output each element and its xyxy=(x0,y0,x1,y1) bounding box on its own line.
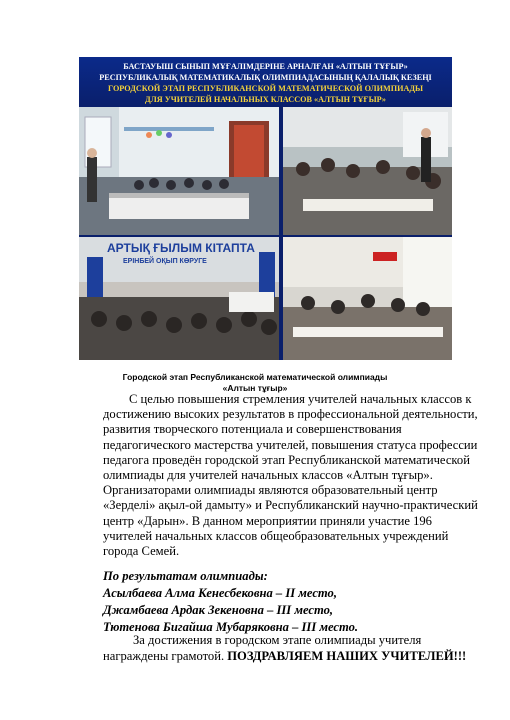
photo-classroom-front xyxy=(79,107,279,235)
results-heading: По результатам олимпиады: xyxy=(103,569,268,583)
banner-line-2: РЕСПУБЛИКАЛЫҚ МАТЕМАТИКАЛЫҚ ОЛИМПИАДАСЫНЫҢ ҚАЛАЛЫҚ КЕЗЕҢІ xyxy=(99,73,432,82)
hall-sign-subtitle: ЕРІНБЕЙ ОҚЫП КӨРУГЕ xyxy=(123,258,207,265)
winner-1: Асылбаева Алма Кенесбековна – II место, xyxy=(103,586,337,600)
closing-line-2-wrap xyxy=(103,649,488,665)
closing-line-1: За достижения в городском этапе олимпиады учителя xyxy=(133,633,422,647)
congratulations-text: ПОЗДРАВЛЯЕМ НАШИХ УЧИТЕЛЕЙ!!! xyxy=(227,648,467,663)
article-body xyxy=(103,392,483,559)
results-block xyxy=(103,568,483,636)
photo-teachers-writing xyxy=(283,107,452,235)
closing-block xyxy=(103,633,488,664)
banner-line-1: БАСТАУЫШ СЫНЫП МҰҒАЛІМДЕРІНЕ АРНАЛҒАН «АЛТЫН ТҰҒЫР» xyxy=(123,62,408,71)
photo-assembly-hall xyxy=(79,237,279,360)
collage-banner xyxy=(79,57,452,107)
hall-sign-title: АРТЫҚ ҒЫЛЫМ КІТАПТА xyxy=(107,241,255,255)
photo-collage xyxy=(79,57,452,360)
winner-3: Тютенова Бигайша Мубаряковна – III место. xyxy=(103,620,359,634)
caption-line-1: Городской этап Республиканской математической олимпиады xyxy=(122,372,388,382)
winner-2: Джамбаева Ардак Зекеновна – III место, xyxy=(103,603,334,617)
article-paragraph: С целью повышения стремления учителей начальных классов к достижению высоких результатов в профессиональной деятельности, развития творческого потенциала и совершенствования педагогического мастерства учителей, повышения статуса профессии педагога проведён городской этап Республиканской математической олимпиады для учителей начальных классов «Алтын тұғыр». Организаторами олимпиады являются образовательный центр «Зерделі» ақыл-ой дамыту» и Республиканский научно-практический центр «Дарын». В данном мероприятии приняли участие 196 учителей начальных классов общеобразовательных учреждений города Семей. xyxy=(103,392,478,559)
photo-library-room xyxy=(283,237,452,360)
closing-line-2: награждены грамотой. xyxy=(103,648,225,663)
caption-line-2: «Алтын тұғыр» xyxy=(222,383,288,393)
banner-line-3: ГОРОДСКОЙ ЭТАП РЕСПУБЛИКАНСКОЙ МАТЕМАТИЧЕСКОЙ ОЛИМПИАДЫ xyxy=(107,84,424,93)
banner-line-4: ДЛЯ УЧИТЕЛЕЙ НАЧАЛЬНЫХ КЛАССОВ «АЛТЫН ТҰҒЫР» xyxy=(145,95,386,104)
